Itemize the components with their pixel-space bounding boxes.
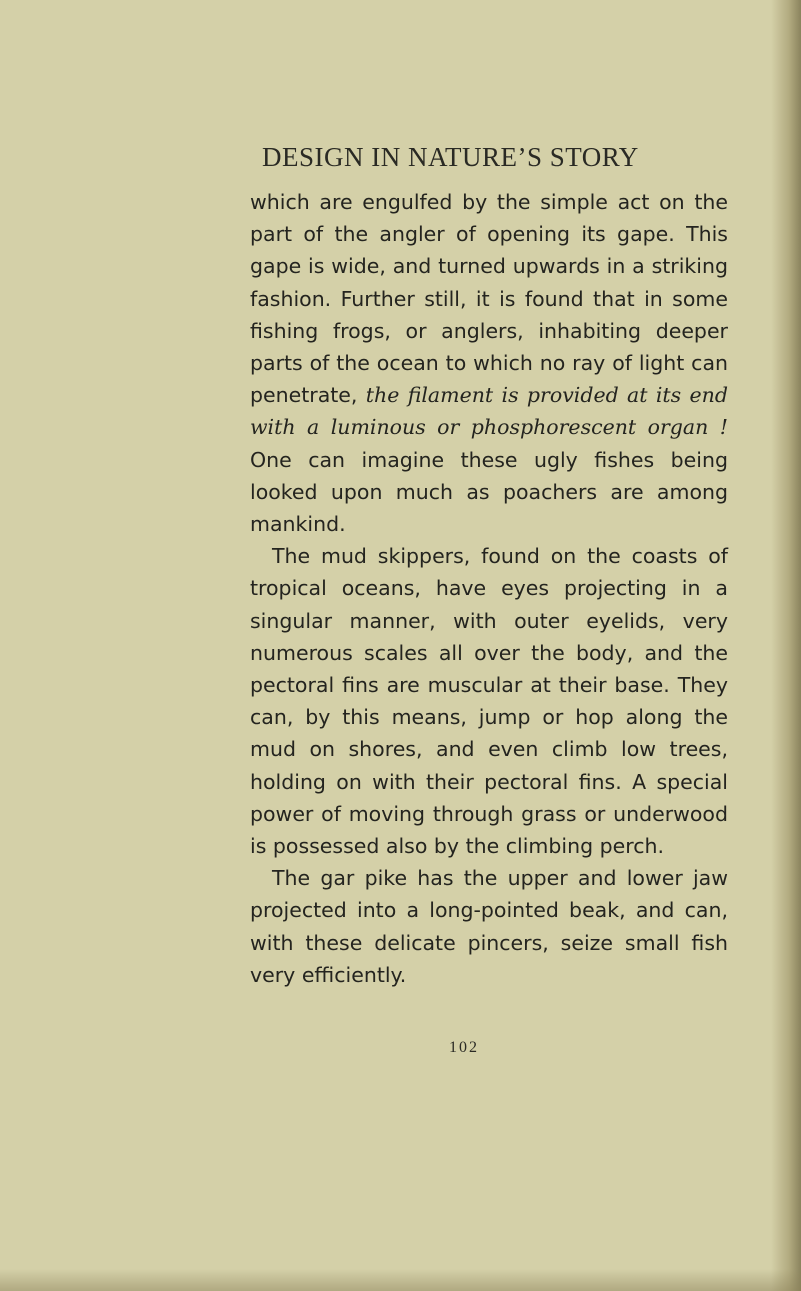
paragraph-3: The gar pike has the upper and lower jaw projected into a long-pointed beak, and can, with these delicate pincers, seize small fish very efficiently. [250,866,728,987]
page-number: 102 [449,1039,479,1056]
paragraph-1 [250,186,728,540]
page-bottom-shadow [0,1269,801,1291]
page-edge-shadow [771,0,801,1291]
paragraph-1-text-after-italic: One can imagine these ugly fishes being looked upon much as poachers are among mankind. [250,447,728,537]
body-text [250,186,728,991]
paragraph-1-text-before-italic: which are engulfed by the simple act on the part of the angler of opening its gape. This gape is wide, and turned upwards in a striking fashion. Further still, it is found that in some fishing frogs, or anglers, inhabiting deeper parts of the ocean to which no ray of light can penetrate, [250,190,728,408]
paragraph-2: The mud skippers, found on the coasts of tropical oceans, have eyes projecting in a singular manner, with outer eyelids, very numerous scales all over the body, and the pectoral fins are muscular at their base. They can, by this means, jump or hop along the mud on shores, and even climb low trees, holding on with their pectoral fins. A special power of moving through grass or underwood is possessed also by the climbing perch. [250,544,728,859]
paragraph-1-italic-text: the filament is provided at its end with a luminous or phosphorescent organ ! [250,383,728,440]
running-head: DESIGN IN NATURE’S STORY [262,142,639,172]
